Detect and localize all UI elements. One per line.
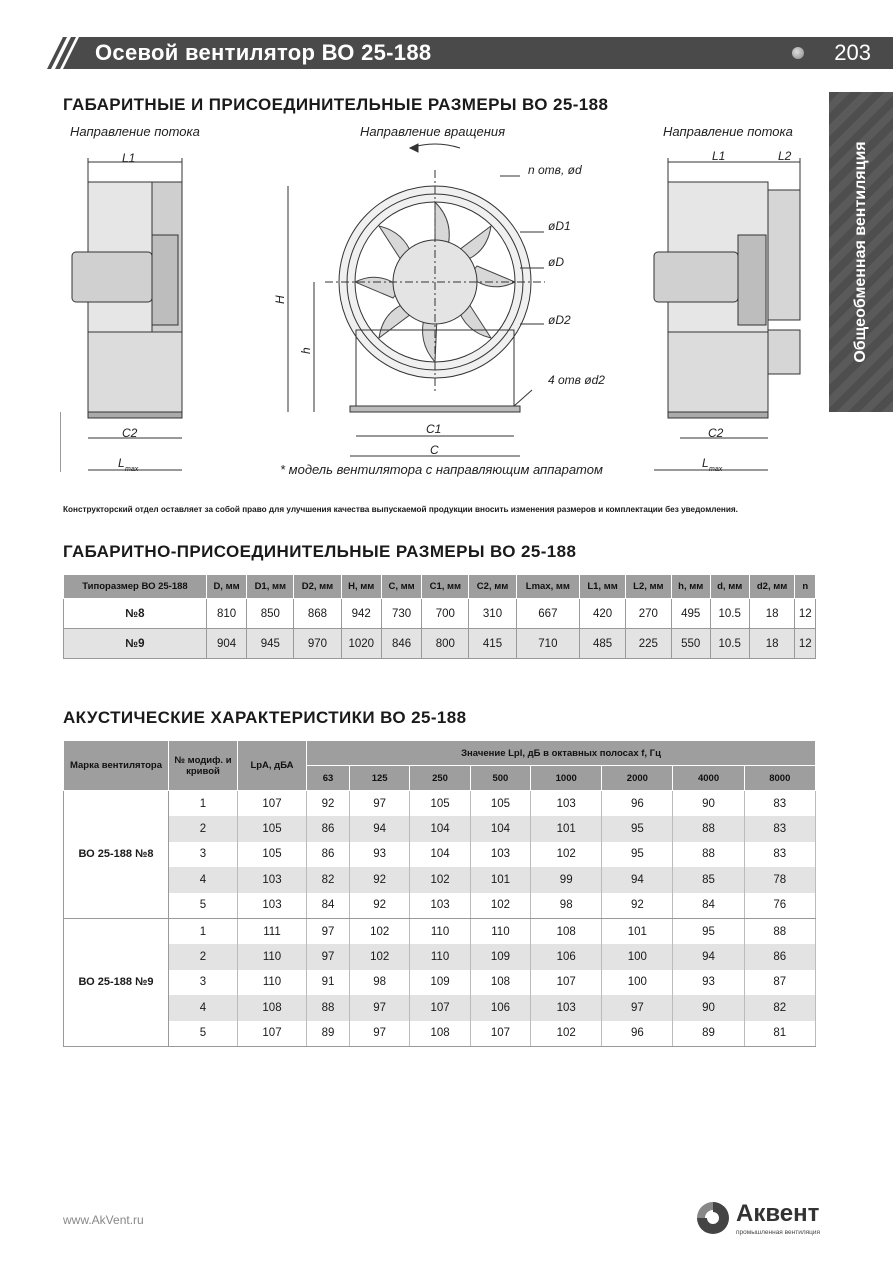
octave-value-cell: 88: [673, 842, 744, 867]
lpa-cell: 108: [238, 995, 307, 1020]
frequency-header: 63: [307, 766, 350, 791]
section-title-dimensions: ГАБАРИТНЫЕ И ПРИСОЕДИНИТЕЛЬНЫЕ РАЗМЕРЫ ВО 25-188: [63, 95, 609, 114]
octave-value-cell: 86: [744, 944, 815, 969]
octave-value-cell: 76: [744, 893, 815, 919]
dims-value-cell: 700: [422, 599, 469, 629]
dims-value-cell: 420: [580, 599, 626, 629]
octave-value-cell: 95: [602, 816, 673, 841]
dims-col-header: C, мм: [381, 575, 421, 599]
octave-value-cell: 102: [470, 893, 530, 919]
dims-value-cell: 945: [247, 629, 294, 659]
frequency-header: 2000: [602, 766, 673, 791]
label-L1-right: L1: [712, 149, 726, 163]
dims-value-cell: 485: [580, 629, 626, 659]
modification-cell: 4: [169, 867, 238, 892]
dims-value-cell: 846: [381, 629, 421, 659]
lpa-cell: 110: [238, 970, 307, 995]
octave-value-cell: 102: [410, 867, 470, 892]
frequency-header: 4000: [673, 766, 744, 791]
header-slash-decoration: [45, 37, 85, 69]
octave-value-cell: 109: [470, 944, 530, 969]
octave-value-cell: 81: [744, 1021, 815, 1047]
dims-col-header: H, мм: [341, 575, 381, 599]
acoustic-table-row: [64, 893, 816, 919]
label-H: H: [273, 295, 287, 304]
label-C: C: [430, 443, 439, 457]
octave-value-cell: 103: [470, 842, 530, 867]
octave-value-cell: 97: [307, 918, 350, 944]
dims-col-header: n: [795, 575, 816, 599]
flow-direction-left-label: Направление потока: [70, 124, 200, 139]
octave-value-cell: 101: [602, 918, 673, 944]
flow-direction-right-label: Направление потока: [663, 124, 793, 139]
label-C2-right: C2: [708, 426, 724, 440]
octave-value-cell: 91: [307, 970, 350, 995]
acoustic-table-row: [64, 1021, 816, 1047]
octave-value-cell: 92: [307, 791, 350, 817]
octave-value-cell: 101: [531, 816, 602, 841]
fan-side-view-left: [60, 140, 220, 480]
octave-value-cell: 110: [410, 918, 470, 944]
dims-value-cell: 904: [206, 629, 246, 659]
label-D2: øD2: [548, 313, 571, 327]
logo-text: Аквент: [736, 1200, 820, 1227]
dims-col-header: D1, мм: [247, 575, 294, 599]
frequency-header: 250: [410, 766, 470, 791]
label-L1-left: L1: [122, 151, 136, 165]
octave-value-cell: 84: [673, 893, 744, 919]
dims-col-header: C1, мм: [422, 575, 469, 599]
octave-value-cell: 108: [470, 970, 530, 995]
lpa-cell: 111: [238, 918, 307, 944]
dims-value-cell: 667: [516, 599, 580, 629]
octave-value-cell: 88: [307, 995, 350, 1020]
octave-value-cell: 86: [307, 842, 350, 867]
lpa-cell: 103: [238, 867, 307, 892]
dims-value-cell: 550: [671, 629, 710, 659]
dims-value-cell: 850: [247, 599, 294, 629]
dims-col-header: Типоразмер ВО 25-188: [64, 575, 207, 599]
octave-value-cell: 82: [744, 995, 815, 1020]
side-category-tab: [829, 92, 893, 412]
octave-value-cell: 108: [410, 1021, 470, 1047]
octave-value-cell: 83: [744, 791, 815, 817]
dims-value-cell: 18: [749, 629, 795, 659]
dims-col-header: L1, мм: [580, 575, 626, 599]
octave-value-cell: 103: [410, 893, 470, 919]
label-C1: C1: [426, 422, 442, 436]
acoustic-table-row: [64, 791, 816, 817]
label-D: øD: [548, 255, 564, 269]
dimensions-table-header: [64, 575, 816, 599]
dims-value-cell: 12: [795, 599, 816, 629]
dims-value-cell: 970: [294, 629, 341, 659]
octave-value-cell: 101: [470, 867, 530, 892]
dims-value-cell: 10.5: [710, 599, 749, 629]
dims-value-cell: 800: [422, 629, 469, 659]
dims-col-header: D, мм: [206, 575, 246, 599]
dims-table-row: [64, 599, 816, 629]
octave-value-cell: 97: [349, 995, 409, 1020]
octave-value-cell: 102: [531, 1021, 602, 1047]
octave-value-cell: 97: [349, 1021, 409, 1047]
octave-value-cell: 102: [349, 918, 409, 944]
akvent-logo-icon: [693, 1200, 733, 1236]
octave-value-cell: 106: [470, 995, 530, 1020]
octave-value-cell: 88: [673, 816, 744, 841]
octave-value-cell: 103: [531, 791, 602, 817]
modification-cell: 1: [169, 791, 238, 817]
octave-value-cell: 90: [673, 791, 744, 817]
section-title-acoustics: АКУСТИЧЕСКИЕ ХАРАКТЕРИСТИКИ ВО 25-188: [63, 708, 467, 727]
octave-value-cell: 108: [531, 918, 602, 944]
lpa-cell: 105: [238, 816, 307, 841]
side-tab-label: Общеобменная вентиляция: [852, 141, 869, 363]
dims-col-header: d2, мм: [749, 575, 795, 599]
octave-value-cell: 98: [349, 970, 409, 995]
acoustic-table-row: [64, 944, 816, 969]
section-title-connection-dims: ГАБАРИТНО-ПРИСОЕДИНИТЕЛЬНЫЕ РАЗМЕРЫ ВО 25-188: [63, 542, 577, 561]
octave-value-cell: 107: [470, 1021, 530, 1047]
label-D1: øD1: [548, 219, 571, 233]
octave-value-cell: 86: [307, 816, 350, 841]
label-4-holes: 4 отв ød2: [548, 373, 605, 387]
octave-value-cell: 82: [307, 867, 350, 892]
dims-value-cell: 310: [469, 599, 516, 629]
label-Lmax-sub-right: max: [709, 466, 723, 473]
octave-value-cell: 110: [410, 944, 470, 969]
octave-value-cell: 92: [602, 893, 673, 919]
dims-value-cell: 270: [625, 599, 671, 629]
dims-col-header: d, мм: [710, 575, 749, 599]
dims-value-cell: 1020: [341, 629, 381, 659]
octave-value-cell: 107: [531, 970, 602, 995]
dims-value-cell: 495: [671, 599, 710, 629]
label-L2-right: L2: [778, 149, 792, 163]
octave-value-cell: 97: [307, 944, 350, 969]
modification-cell: 2: [169, 944, 238, 969]
frequency-header: 1000: [531, 766, 602, 791]
acoustic-table-row: [64, 842, 816, 867]
dims-value-cell: 942: [341, 599, 381, 629]
acoustic-table: [63, 740, 816, 1047]
octave-value-cell: 106: [531, 944, 602, 969]
lpa-cell: 107: [238, 791, 307, 817]
dims-table-row: [64, 629, 816, 659]
acoustic-table-row: [64, 970, 816, 995]
octave-value-cell: 89: [673, 1021, 744, 1047]
acoustic-table-row: [64, 918, 816, 944]
fan-model-cell: ВО 25-188 №9: [64, 918, 169, 1046]
dims-value-cell: 18: [749, 599, 795, 629]
octave-value-cell: 97: [349, 791, 409, 817]
lpa-cell: 105: [238, 842, 307, 867]
frequency-header: 8000: [744, 766, 815, 791]
octave-value-cell: 97: [602, 995, 673, 1020]
dims-size-cell: №9: [64, 629, 207, 659]
label-h: h: [299, 347, 313, 354]
octave-value-cell: 93: [349, 842, 409, 867]
label-n-holes: n отв, ød: [528, 163, 582, 177]
rotation-direction-label: Направление вращения: [360, 124, 506, 139]
label-Lmax-left: L: [118, 456, 125, 470]
octave-value-cell: 78: [744, 867, 815, 892]
octave-value-cell: 93: [673, 970, 744, 995]
octave-value-cell: 102: [349, 944, 409, 969]
octave-value-cell: 94: [349, 816, 409, 841]
octave-value-cell: 92: [349, 867, 409, 892]
dims-value-cell: 868: [294, 599, 341, 629]
dims-col-header: Lmax, мм: [516, 575, 580, 599]
header-lpa: LpA, дБА: [238, 741, 307, 791]
octave-value-cell: 99: [531, 867, 602, 892]
header-octave-group: Значение Lpl, дБ в октавных полосах f, Гц: [307, 741, 816, 766]
page-dot-icon: [792, 47, 804, 59]
modification-cell: 4: [169, 995, 238, 1020]
modification-cell: 5: [169, 893, 238, 919]
modification-cell: 1: [169, 918, 238, 944]
dims-col-header: C2, мм: [469, 575, 516, 599]
acoustic-table-row: [64, 816, 816, 841]
octave-value-cell: 84: [307, 893, 350, 919]
octave-value-cell: 107: [410, 995, 470, 1020]
website-url: www.AkVent.ru: [63, 1213, 144, 1227]
octave-value-cell: 104: [470, 816, 530, 841]
frequency-header: 500: [470, 766, 530, 791]
dims-value-cell: 225: [625, 629, 671, 659]
octave-value-cell: 109: [410, 970, 470, 995]
fan-model-cell: ВО 25-188 №8: [64, 791, 169, 919]
modification-cell: 3: [169, 842, 238, 867]
octave-value-cell: 100: [602, 970, 673, 995]
page-title: Осевой вентилятор ВО 25-188: [95, 40, 432, 65]
octave-value-cell: 88: [744, 918, 815, 944]
acoustic-table-row: [64, 867, 816, 892]
design-change-note: Конструкторский отдел оставляет за собой право для улучшения качества выпускаемой продукции вносить изменения размеров и комплектации без уведомления.: [63, 505, 738, 514]
dims-col-header: D2, мм: [294, 575, 341, 599]
dims-value-cell: 710: [516, 629, 580, 659]
octave-value-cell: 92: [349, 893, 409, 919]
octave-value-cell: 83: [744, 816, 815, 841]
octave-value-cell: 94: [602, 867, 673, 892]
label-C2-left: C2: [122, 426, 138, 440]
page-number: 203: [834, 40, 871, 65]
octave-value-cell: 83: [744, 842, 815, 867]
octave-value-cell: 105: [410, 791, 470, 817]
octave-value-cell: 104: [410, 816, 470, 841]
acoustic-table-row: [64, 995, 816, 1020]
octave-value-cell: 110: [470, 918, 530, 944]
label-Lmax-sub-left: max: [125, 466, 139, 473]
lpa-cell: 110: [238, 944, 307, 969]
dims-value-cell: 10.5: [710, 629, 749, 659]
octave-value-cell: 100: [602, 944, 673, 969]
logo-subtitle: промышленная вентиляция: [736, 1229, 821, 1236]
octave-value-cell: 103: [531, 995, 602, 1020]
lpa-cell: 103: [238, 893, 307, 919]
octave-value-cell: 96: [602, 791, 673, 817]
octave-value-cell: 102: [531, 842, 602, 867]
frequency-header: 125: [349, 766, 409, 791]
dims-value-cell: 810: [206, 599, 246, 629]
modification-cell: 3: [169, 970, 238, 995]
octave-value-cell: 95: [602, 842, 673, 867]
dimensions-table: [63, 574, 816, 659]
octave-value-cell: 85: [673, 867, 744, 892]
lpa-cell: 107: [238, 1021, 307, 1047]
dims-value-cell: 730: [381, 599, 421, 629]
octave-value-cell: 87: [744, 970, 815, 995]
modification-cell: 5: [169, 1021, 238, 1047]
dims-size-cell: №8: [64, 599, 207, 629]
fan-side-view-right: [650, 140, 820, 480]
label-Lmax-right: L: [702, 456, 709, 470]
fan-front-view: [270, 140, 610, 480]
header-modification: № модиф. и кривой: [169, 741, 238, 791]
dims-col-header: h, мм: [671, 575, 710, 599]
dims-value-cell: 415: [469, 629, 516, 659]
octave-value-cell: 105: [470, 791, 530, 817]
dims-value-cell: 12: [795, 629, 816, 659]
drawing-footnote: * модель вентилятора с направляющим аппаратом: [280, 462, 603, 477]
octave-value-cell: 95: [673, 918, 744, 944]
modification-cell: 2: [169, 816, 238, 841]
dims-col-header: L2, мм: [625, 575, 671, 599]
octave-value-cell: 98: [531, 893, 602, 919]
header-model: Марка вентилятора: [64, 741, 169, 791]
octave-value-cell: 94: [673, 944, 744, 969]
octave-value-cell: 96: [602, 1021, 673, 1047]
octave-value-cell: 89: [307, 1021, 350, 1047]
octave-value-cell: 90: [673, 995, 744, 1020]
octave-value-cell: 104: [410, 842, 470, 867]
